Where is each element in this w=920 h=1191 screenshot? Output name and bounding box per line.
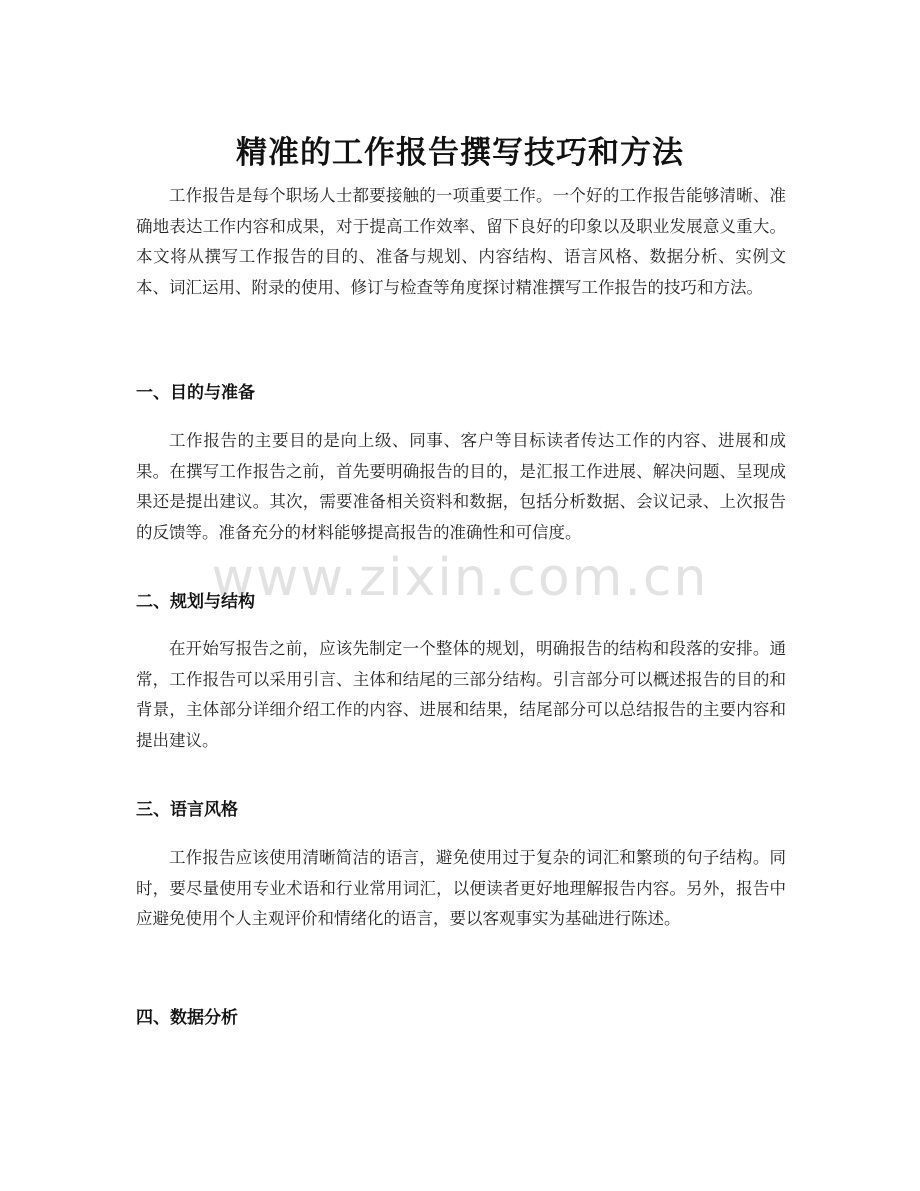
section-heading-data-analysis: 四、数据分析	[136, 1008, 238, 1028]
section-heading-language: 三、语言风格	[136, 800, 238, 820]
document-title: 精准的工作报告撰写技巧和方法	[236, 134, 684, 171]
section-body-planning: 在开始写报告之前，应该先制定一个整体的规划，明确报告的结构和段落的安排。通常，工作报告可以采用引言、主体和结尾的三部分结构。引言部分可以概述报告的目的和背景，主体部分详细介绍工作的内容、进展和结果，结尾部分可以总结报告的主要内容和提出建议。	[136, 639, 786, 750]
section-body-language: 工作报告应该使用清晰简洁的语言，避免使用过于复杂的词汇和繁琐的句子结构。同时，要尽量使用专业术语和行业常用词汇，以便读者更好地理解报告内容。另外，报告中应避免使用个人主观评价和情绪化的语言，要以客观事实为基础进行陈述。	[136, 848, 786, 928]
intro-paragraph: 工作报告是每个职场人士都要接触的一项重要工作。一个好的工作报告能够清晰、准确地表达工作内容和成果，对于提高工作效率、留下良好的印象以及职业发展意义重大。本文将从撰写工作报告的目的、准备与规划、内容结构、语言风格、数据分析、实例文本、词汇运用、附录的使用、修订与检查等角度探讨精准撰写工作报告的技巧和方法。	[136, 186, 786, 297]
section-heading-planning: 二、规划与结构	[136, 592, 255, 612]
watermark: www.zixin.com.cn	[211, 548, 709, 608]
section-heading-purpose: 一、目的与准备	[136, 383, 255, 403]
section-body-purpose: 工作报告的主要目的是向上级、同事、客户等目标读者传达工作的内容、进展和成果。在撰写工作报告之前，首先要明确报告的目的，是汇报工作进展、解决问题、呈现成果还是提出建议。其次，需要准备相关资料和数据，包括分析数据、会议记录、上次报告的反馈等。准备充分的材料能够提高报告的准确性和可信度。	[136, 431, 786, 542]
